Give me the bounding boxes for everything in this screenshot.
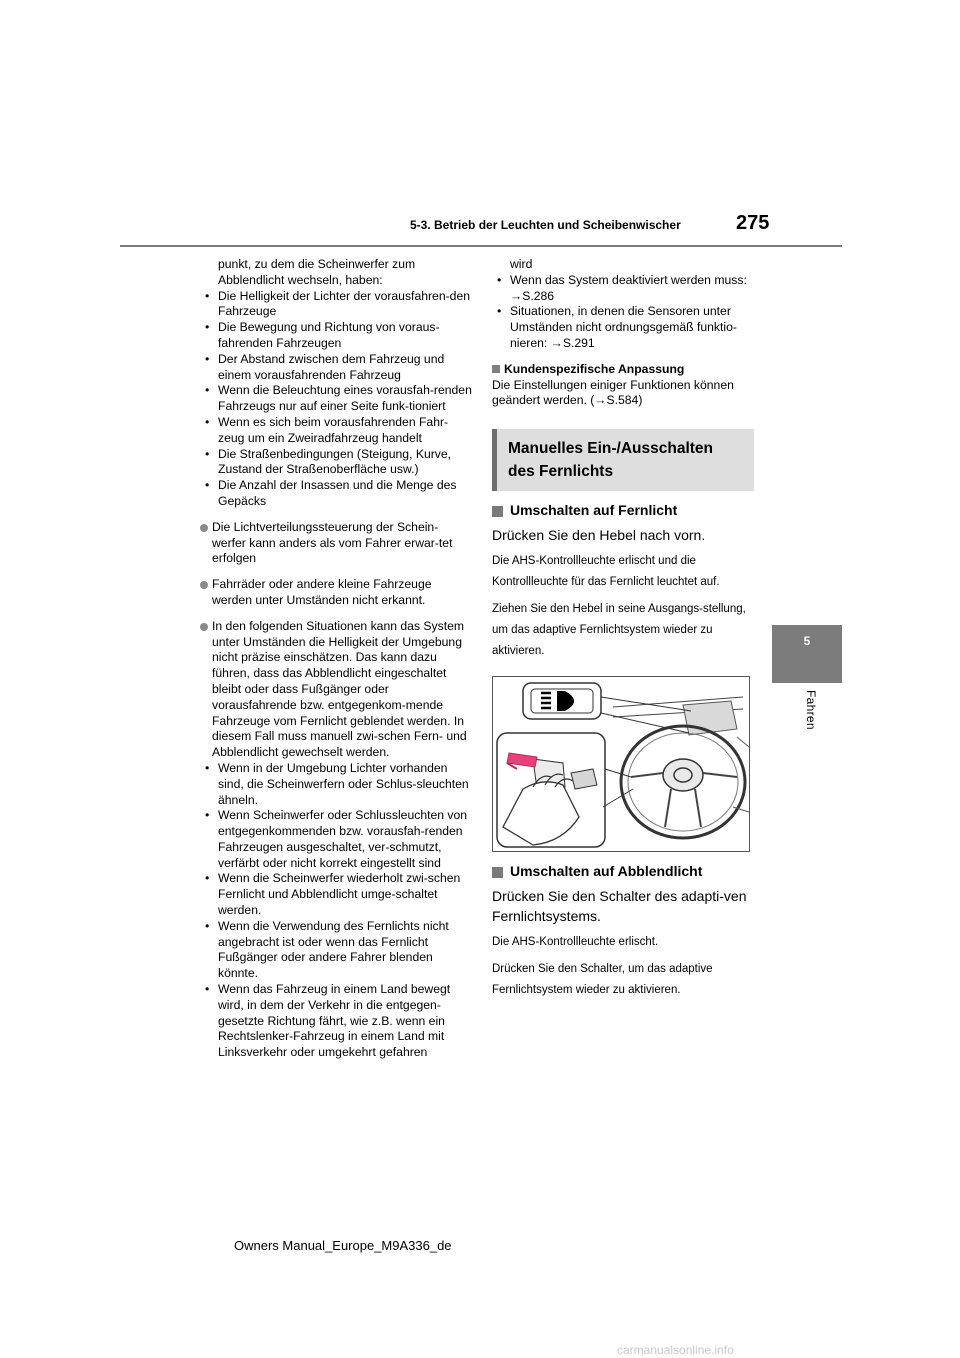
list-item: • Die Helligkeit der Lichter der vorausfahren-den Fahrzeuge [200,289,472,321]
steering-lever-drawing [493,677,749,851]
note-item [200,619,472,761]
square-bullet-icon [492,506,503,517]
circle-bullet-icon [200,581,208,589]
low-beam-heading: Umschalten auf Abblendlicht [492,864,754,880]
list-item: • Die Bewegung und Richtung von voraus-fahrenden Fahrzeugen [200,320,472,352]
section-heading-box [492,429,754,491]
circle-bullet-icon [200,524,208,532]
note-text: In den folgenden Situationen kann das System unter Umständen die Helligkeit der Umgebung nicht präzise einschätzen. Das kann dazu führen, dass das Abblendlicht eingeschaltet bleibt oder dass Fußgänger oder vorausfahrende bzw. entgegenkom-mende Fahrzeuge vom Fernlicht geblendet werden. In diesem Fall muss manuell zwi-schen Fern- und Abblendlicht gewechselt werden. [212,618,467,760]
low-beam-text-1: Die AHS-Kontrollleuchte erlischt. [492,935,659,948]
chapter-label: Fahren [804,690,818,730]
footer-text: Owners Manual_Europe_M9A336_de [234,1238,452,1253]
square-bullet-icon [492,365,500,373]
chapter-number: 5 [803,634,811,648]
list-item: • Wenn die Verwendung des Fernlichts nicht angebracht ist oder wenn das Fernlicht Fußgänger oder andere Fahrer blenden könnte. [200,919,472,982]
section-title-line1: Manuelles Ein-/Ausschalten [508,440,713,458]
section-title-line2: des Fernlichts [508,463,614,481]
note-text: Fahrräder oder andere kleine Fahrzeuge werden unter Umständen nicht erkannt. [212,577,432,607]
low-beam-text-2: Drücken Sie den Schalter, um das adaptive Fernlichtsystem wieder zu aktivieren. [492,962,713,996]
high-beam-lead: Drücken Sie den Hebel nach vorn. [492,526,706,543]
custom-heading: Kundenspezifische Anpassung [492,362,754,378]
square-bullet-icon [492,867,503,878]
note-item [200,520,472,567]
intro-text: punkt, zu dem die Scheinwerfer zum Abblendlicht wechseln, haben: [218,257,416,287]
chapter-tab [772,625,842,683]
list-item: • Die Straßenbedingungen (Steigung, Kurve, Zustand der Straßenoberfläche usw.) [200,447,472,479]
list-item: • Die Anzahl der Insassen und die Menge des Gepäcks [200,478,472,510]
list-item: • Wenn in der Umgebung Lichter vorhanden sind, die Scheinwerfern oder Schlus-sleuchten ähneln. [200,761,472,808]
bullet-list-1 [200,289,472,510]
list-item: • Wenn das Fahrzeug in einem Land bewegt wird, in dem der Verkehr in die entgegen-gesetzte Richtung fährt, wie z.B. wenn ein Rechtslenker-Fahrzeug in einem Land mit Linksverkehr oder umgekehrt gefahren [200,982,472,1061]
custom-text: Die Einstellungen einiger Funktionen können geändert werden. (→S.584) [492,377,734,408]
list-item: • Der Abstand zwischen dem Fahrzeug und einem vorausfahrenden Fahrzeug [200,352,472,384]
high-beam-text-1: Die AHS-Kontrollleuchte erlischt und die Kontrollleuchte für das Fernlicht leuchtet auf. [492,554,720,588]
lever-illustration [492,676,750,852]
watermark: carmanualsonline.info [617,1343,734,1357]
list-item: • Situationen, in denen die Sensoren unter Umständen nicht ordnungsgemäß funktio-nieren: →S.291 [492,304,754,351]
list-item: • Wenn das System deaktiviert werden muss: →S.286 [492,273,754,305]
note-item [200,577,472,609]
low-beam-lead: Drücken Sie den Schalter des adapti-ven Fernlichtsystems. [492,887,747,924]
list-item: • Wenn die Scheinwerfer wiederholt zwi-schen Fernlicht und Abblendlicht umge-schaltet werden. [200,871,472,918]
list-item: • Wenn es sich beim vorausfahrenden Fahr-zeug um ein Zweiradfahrzeug handelt [200,415,472,447]
continued-text: wird [510,257,533,271]
page-number: 275 [736,212,770,234]
circle-bullet-icon [200,623,208,631]
header-section-title: 5-3. Betrieb der Leuchten und Scheibenwischer [410,218,681,232]
list-item: • Wenn Scheinwerfer oder Schlussleuchten von entgegenkommenden bzw. vorausfah-renden Fahrzeugen ausgeschaltet, ver-schmutzt, verfärbt oder nicht korrekt eingestellt sind [200,808,472,871]
high-beam-text-2: Ziehen Sie den Hebel in seine Ausgangs-stellung, um das adaptive Fernlichtsystem wieder zu aktivieren. [492,602,746,657]
note-text: Die Lichtverteilungssteuerung der Schein-werfer kann anders als vom Fahrer erwar-tet erfolgen [212,519,453,566]
list-item: • Wenn die Beleuchtung eines vorausfah-renden Fahrzeugs nur auf einer Seite funk-tioniert [200,383,472,415]
high-beam-heading: Umschalten auf Fernlicht [492,503,754,519]
header-divider [120,245,842,247]
bullet-list-2 [200,761,472,1061]
right-column [492,257,754,1001]
left-column [200,257,472,1061]
